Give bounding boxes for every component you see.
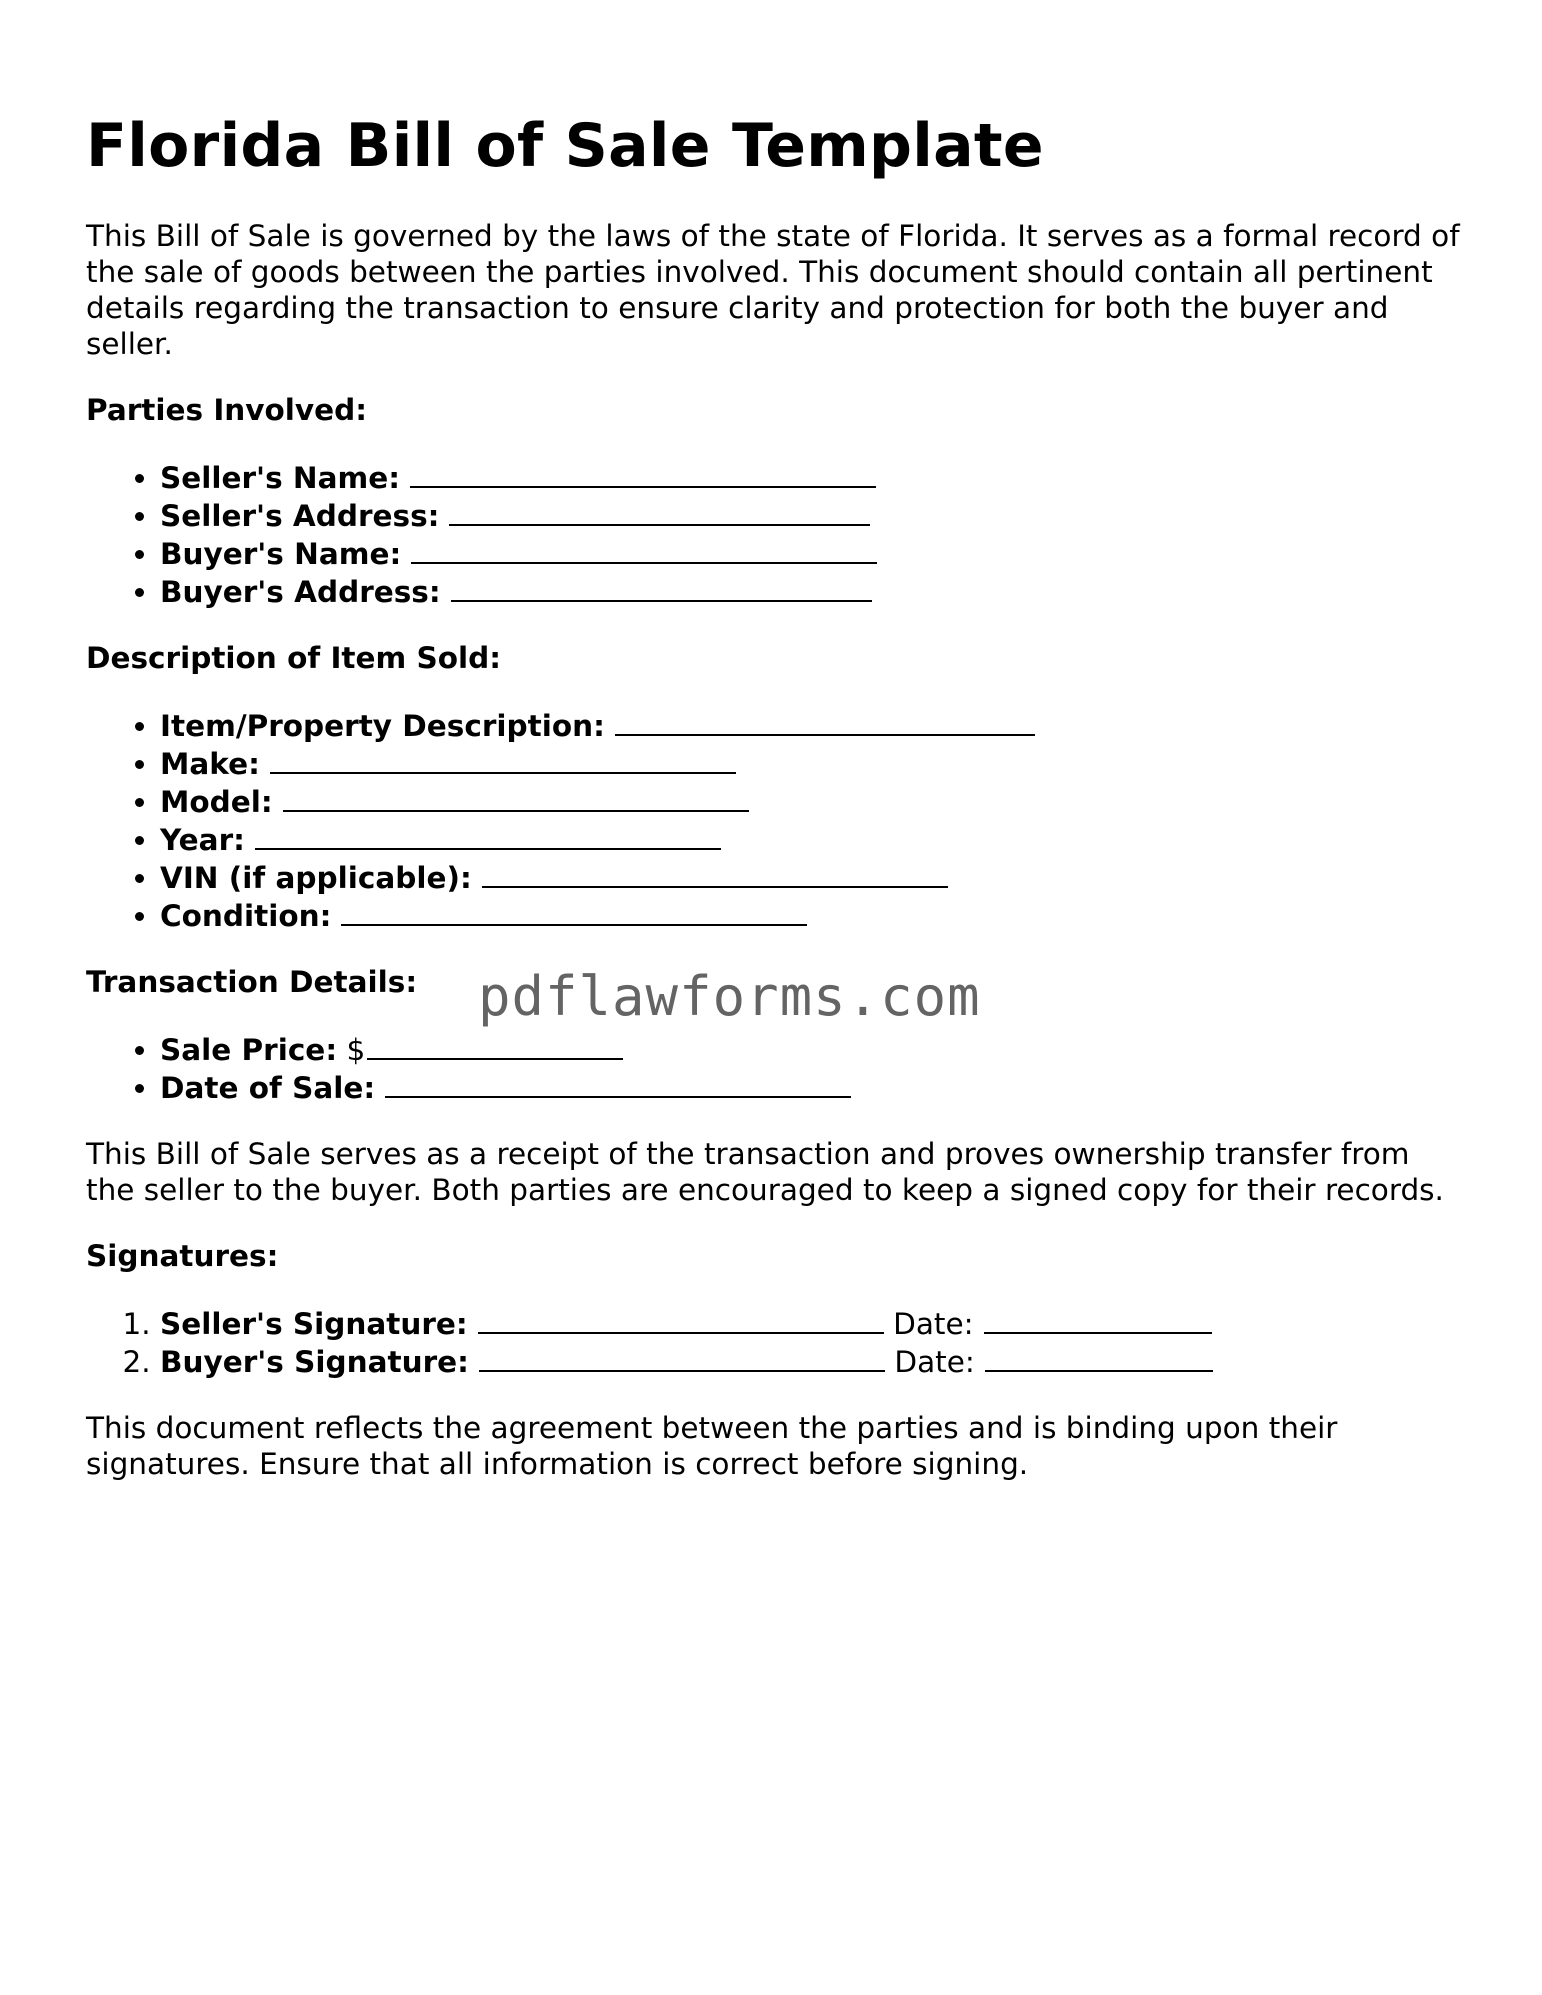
list-item xyxy=(160,706,1466,744)
date-of-sale-label: Date of Sale: xyxy=(160,1071,376,1105)
closing-paragraph: This document reflects the agreement between the parties and is binding upon their signatures. Ensure that all information is correct before signing. xyxy=(86,1411,1338,1481)
list-item xyxy=(160,534,1466,572)
buyer-name-label: Buyer's Name: xyxy=(160,537,402,571)
year-field[interactable] xyxy=(255,820,721,850)
vin-field[interactable] xyxy=(482,858,948,888)
signatures-heading: Signatures: xyxy=(86,1239,279,1273)
buyer-signature-label: Buyer's Signature: xyxy=(160,1345,469,1379)
seller-signature-field[interactable] xyxy=(478,1304,884,1334)
list-item xyxy=(160,858,1466,896)
item-description-field[interactable] xyxy=(615,706,1035,736)
parties-list xyxy=(86,458,1466,610)
list-item xyxy=(160,1068,1466,1106)
model-field[interactable] xyxy=(283,782,749,812)
item-description-label: Item/Property Description: xyxy=(160,709,605,743)
date-of-sale-field[interactable] xyxy=(385,1068,851,1098)
buyer-address-label: Buyer's Address: xyxy=(160,575,441,609)
vin-label: VIN (if applicable): xyxy=(160,861,472,895)
seller-date-label: Date: xyxy=(893,1307,974,1341)
transaction-list xyxy=(86,1030,1466,1106)
buyer-date-label: Date: xyxy=(894,1345,975,1379)
description-heading: Description of Item Sold: xyxy=(86,641,502,675)
list-item xyxy=(160,572,1466,610)
seller-date-field[interactable] xyxy=(984,1304,1212,1334)
buyer-signature-field[interactable] xyxy=(479,1342,885,1372)
year-label: Year: xyxy=(160,823,245,857)
buyer-name-field[interactable] xyxy=(411,534,877,564)
watermark-text: pdflawforms.com xyxy=(478,965,981,1028)
list-item xyxy=(160,458,1466,496)
make-label: Make: xyxy=(160,747,260,781)
sale-price-label: Sale Price: xyxy=(160,1033,338,1067)
receipt-paragraph: This Bill of Sale serves as a receipt of the transaction and proves ownership transfer from the seller to the buyer. Both parties are encouraged to keep a signed copy for their records. xyxy=(86,1137,1444,1207)
signatures-list xyxy=(86,1304,1466,1380)
sale-price-field[interactable] xyxy=(367,1030,623,1060)
parties-heading: Parties Involved: xyxy=(86,393,368,427)
list-item xyxy=(160,1342,1466,1380)
seller-address-label: Seller's Address: xyxy=(160,499,440,533)
list-item xyxy=(160,896,1466,934)
buyer-address-field[interactable] xyxy=(451,572,872,602)
description-list xyxy=(86,706,1466,934)
condition-label: Condition: xyxy=(160,899,332,933)
seller-name-label: Seller's Name: xyxy=(160,461,401,495)
intro-paragraph: This Bill of Sale is governed by the laws of the state of Florida. It serves as a formal record of the sale of goods between the parties involved. This document should contain all pertinent details regarding the transaction to ensure clarity and protection for both the buyer and seller. xyxy=(86,219,1460,361)
list-item xyxy=(160,744,1466,782)
buyer-date-field[interactable] xyxy=(985,1342,1213,1372)
seller-name-field[interactable] xyxy=(410,458,876,488)
list-item xyxy=(160,1030,1466,1068)
condition-field[interactable] xyxy=(341,896,807,926)
seller-address-field[interactable] xyxy=(449,496,870,526)
list-item xyxy=(160,782,1466,820)
seller-signature-label: Seller's Signature: xyxy=(160,1307,468,1341)
make-field[interactable] xyxy=(270,744,736,774)
list-item xyxy=(160,496,1466,534)
currency-symbol: $ xyxy=(346,1033,366,1067)
transaction-heading: Transaction Details: xyxy=(86,965,418,999)
document-title: Florida Bill of Sale Template xyxy=(86,111,1044,181)
list-item xyxy=(160,1304,1466,1342)
model-label: Model: xyxy=(160,785,273,819)
document-page xyxy=(86,0,1466,1482)
list-item xyxy=(160,820,1466,858)
